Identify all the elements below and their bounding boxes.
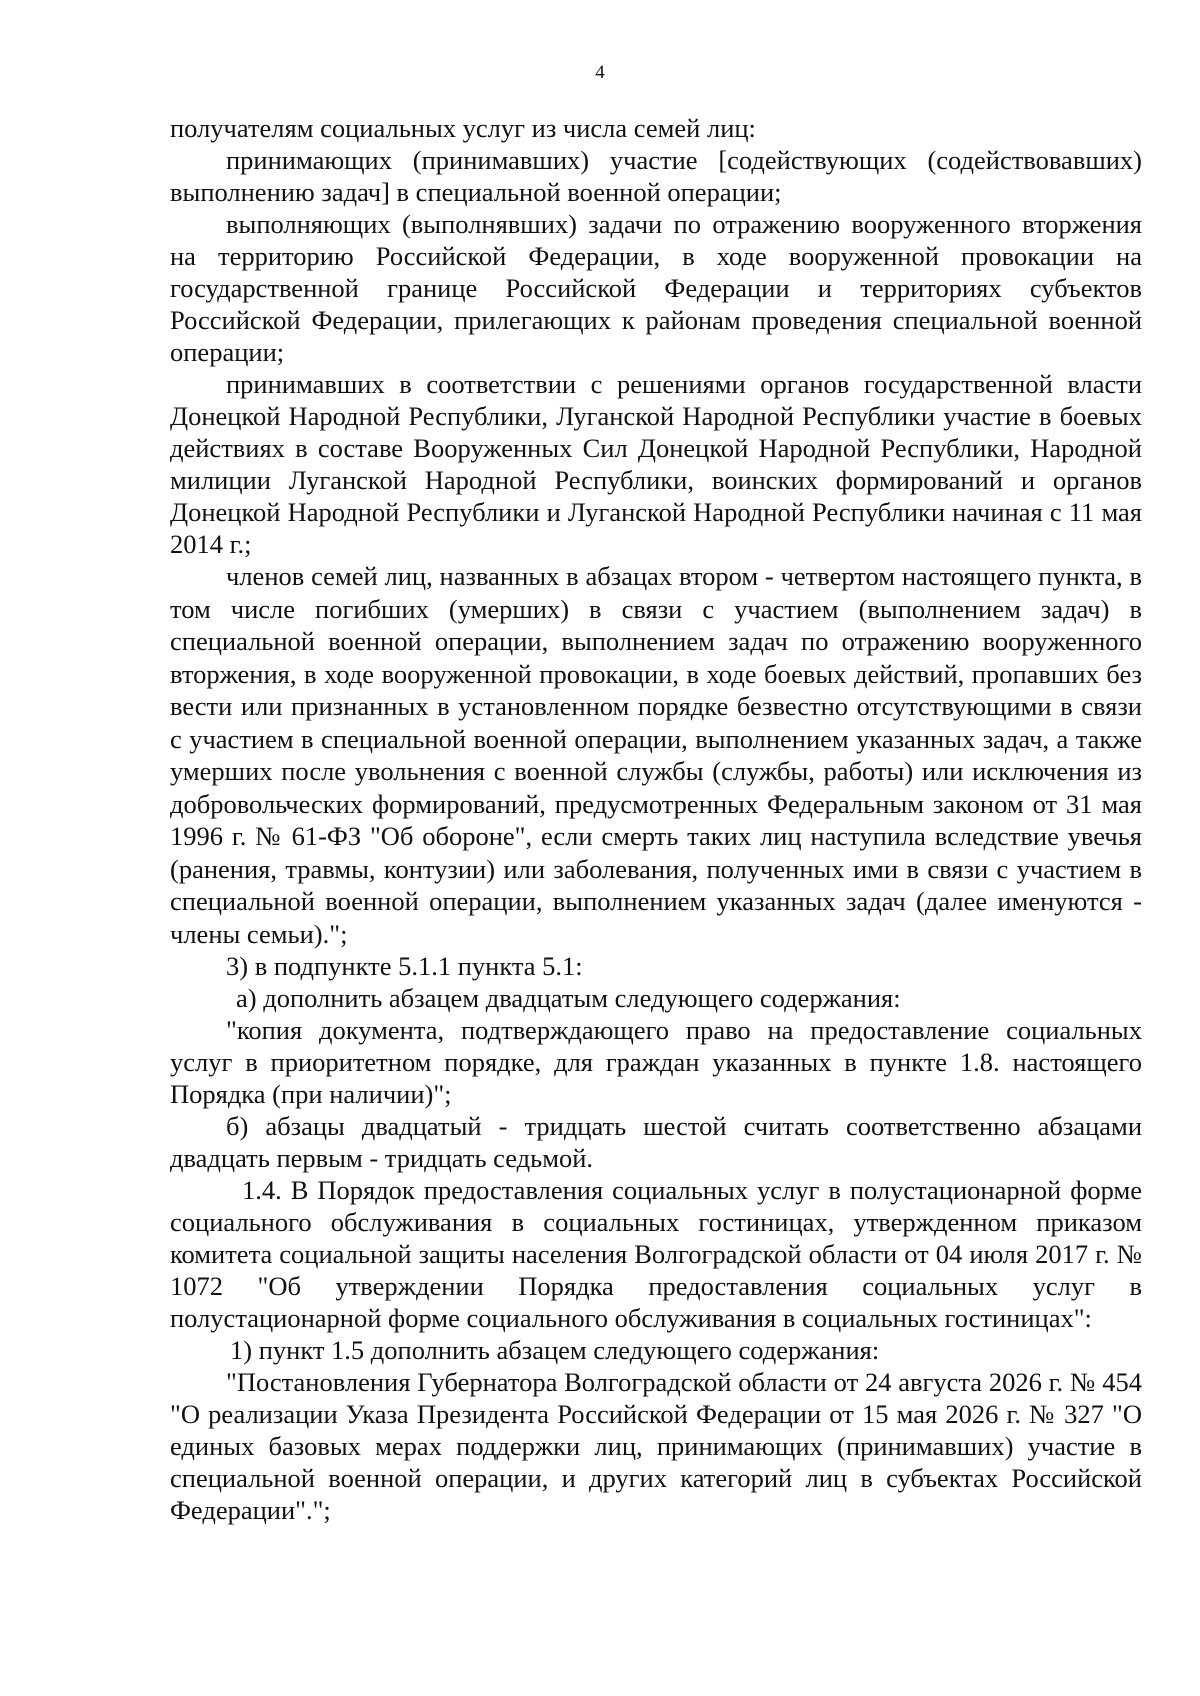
paragraph-subclause-3: 3) в подпункте 5.1.1 пункта 5.1: (226, 951, 583, 981)
paragraph-document-copy: "копия документа, подтверждающего право на предоставление социальных услуг в приоритетном порядке, для граждан указанных в пункте 1.8. настоящего Порядка (при наличии)"; (170, 1015, 1142, 1109)
paragraph-family-members: членов семей лиц, названных в абзацах втором - четвертом настоящего пункта, в том числе погибших (умерших) в связи с участием (выполнением задач) в специальной военной операции, выполнением задач по отражению вооруженного вторжения, в ходе вооруженной провокации, в ходе боевых действий, пропавших без вести или признанных в установленном порядке безвестно отсутствующими в связи с участием в специальной военной операции, выполнением указанных задач, а также умерших после увольнения с военной службы (службы, работы) или исключения из добровольческих формирований, предусмотренных Федеральным законом от 31 мая 1996 г. № 61-ФЗ "Об обороне", если смерть таких лиц наступила вследствие увечья (ранения, травмы, контузии) или заболевания, полученных ими в связи с участием в специальной военной операции, выполнением указанных задач (далее именуются - члены семьи)."; (170, 561, 1142, 949)
paragraph-invasion-repel: выполняющих (выполнявших) задачи по отражению вооруженного вторжения на территорию Российской Федерации, в ходе вооруженной провокации на государственной границе Российской Федерации и территориях субъектов Российской Федерации, прилегающих к районам проведения специальной военной операции; (170, 209, 1142, 367)
paragraph-item-b: б) абзацы двадцатый - тридцать шестой считать соответственно абзацами двадцать первым - тридцать седьмой. (170, 1111, 1142, 1173)
document-body (170, 112, 1142, 1526)
paragraph-item-a: а) дополнить абзацем двадцатым следующего содержания: (236, 983, 901, 1013)
paragraph-svo-participants: принимающих (принимавших) участие [содействующих (содействовавших) выполнению задач] в специальной военной операции; (170, 145, 1142, 207)
paragraph-section-1-4: 1.4. В Порядок предоставления социальных услуг в полустационарной форме социального обслуживания в социальных гостиницах, утвержденном приказом комитета социальной защиты населения Волгоградской области от 04 июля 2017 г. № 1072 "Об утверждении Порядка предоставления социальных услуг в полустационарной форме социального обслуживания в социальных гостиницах": (170, 1175, 1142, 1333)
paragraph-governor-decree: "Постановления Губернатора Волгоградской области от 24 августа 2026 г. № 454 "О реализации Указа Президента Российской Федерации от 15 мая 2026 г. № 327 "О единых базовых мерах поддержки лиц, принимающих (принимавших) участие в специальной военной операции, и других категорий лиц в субъектах Российской Федерации"."; (170, 1367, 1142, 1525)
page-number: 4 (595, 62, 605, 83)
paragraph-recipients-intro: получателям социальных услуг из числа семей лиц: (170, 113, 756, 143)
paragraph-clause-1-5: 1) пункт 1.5 дополнить абзацем следующего содержания: (230, 1335, 880, 1365)
paragraph-dnr-lnr: принимавших в соответствии с решениями органов государственной власти Донецкой Народной Республики, Луганской Народной Республики участие в боевых действиях в составе Вооруженных Сил Донецкой Народной Республики, Народной милиции Луганской Народной Республики, воинских формирований и органов Донецкой Народной Республики и Луганской Народной Республики начиная с 11 мая 2014 г.; (170, 369, 1142, 559)
